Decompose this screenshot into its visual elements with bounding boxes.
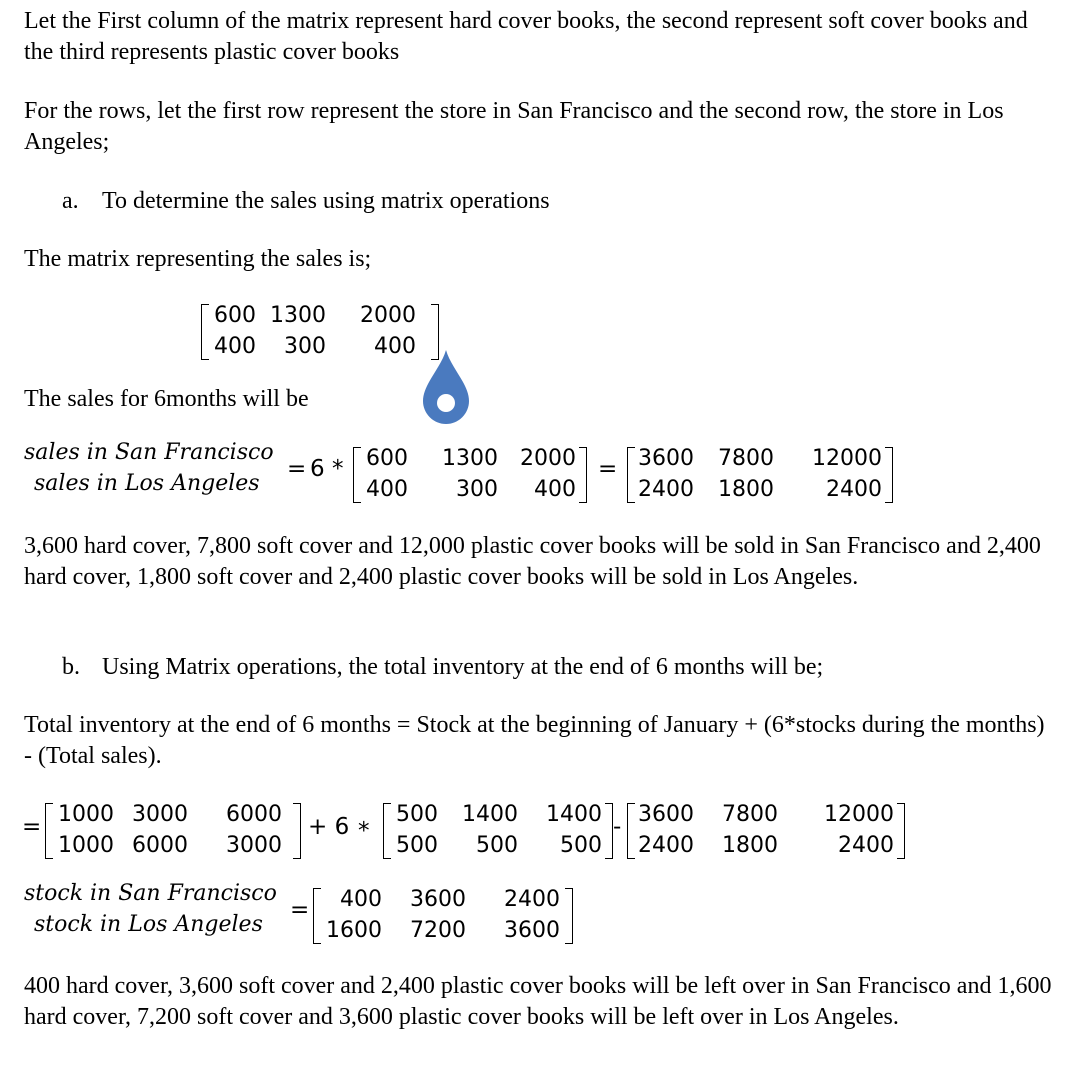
matrix-right-bracket — [897, 803, 905, 859]
part-b-heading-text: Using Matrix operations, the total inventory at the end of 6 months will be; — [102, 654, 824, 680]
matrix-cell: 3000 — [132, 802, 188, 827]
sales-matrix — [200, 300, 440, 362]
matrix-right-bracket — [885, 447, 893, 503]
matrix-cell: 2000 — [520, 446, 576, 471]
sales-conclusion: 3,600 hard cover, 7,800 soft cover and 12,000 plastic cover books will be sold in San Francisco and 2,400 hard cover, 1,800 soft cover and 2,400 plastic cover books will be sold in Los Angeles. — [24, 533, 1041, 590]
inventory-conclusion: 400 hard cover, 3,600 soft cover and 2,400 plastic cover books will be left over in San Francisco and 1,600 hard cover, 7,200 soft cover and 3,600 plastic cover books will be left over in Los Angeles. — [24, 973, 1052, 1030]
matrix-cell: 2400 — [826, 477, 882, 502]
matrix-cell: 1300 — [442, 446, 498, 471]
matrix-left-bracket — [627, 803, 635, 859]
beginning-stock-matrix — [44, 799, 302, 861]
matrix-cell: 2400 — [838, 833, 894, 858]
matrix-cell: 1000 — [58, 802, 114, 827]
sales-equals: = — [287, 456, 307, 482]
matrix-left-bracket — [383, 803, 391, 859]
matrix-cell: 300 — [284, 334, 326, 359]
matrix-cell: 1400 — [546, 802, 602, 827]
matrix-cell: 500 — [396, 802, 438, 827]
matrix-cell: 3000 — [226, 833, 282, 858]
sales-result-equals: = — [598, 456, 618, 482]
matrix-cell: 7200 — [410, 918, 466, 943]
intro-columns: Let the First column of the matrix represent hard cover books, the second represent soft cover books and the third represents plastic cover books — [24, 8, 1028, 65]
part-b-marker: b. — [62, 654, 80, 680]
sales-result-matrix — [626, 443, 894, 505]
matrix-cell: 3600 — [504, 918, 560, 943]
matrix-cell: 400 — [214, 334, 256, 359]
matrix-cell: 600 — [366, 446, 408, 471]
stock-label-la: stock in Los Angeles — [34, 912, 263, 937]
matrix-cell: 400 — [534, 477, 576, 502]
part-a-heading-text: To determine the sales using matrix operations — [102, 188, 550, 214]
inventory-equals: = — [22, 814, 42, 840]
matrix-cell: 2400 — [638, 833, 694, 858]
matrix-cell: 2400 — [504, 887, 560, 912]
matrix-cell: 7800 — [718, 446, 774, 471]
matrix-cell: 12000 — [812, 446, 882, 471]
matrix-cell: 600 — [214, 303, 256, 328]
sales-label-sf: sales in San Francisco — [24, 440, 274, 465]
matrix-right-bracket — [293, 803, 301, 859]
monthly-stock-matrix — [382, 799, 614, 861]
sales-matrix-left-bracket — [201, 304, 209, 360]
matrix-cell: 500 — [396, 833, 438, 858]
sales-multiplier: 6 * — [310, 456, 344, 482]
inventory-formula: Total inventory at the end of 6 months = Stock at the beginning of January + (6*stocks during the months) - (Total sales). — [24, 712, 1045, 769]
matrix-cell: 1800 — [722, 833, 778, 858]
matrix-cell: 1400 — [462, 802, 518, 827]
matrix-cell: 7800 — [722, 802, 778, 827]
matrix-cell: 1000 — [58, 833, 114, 858]
sales-label-la: sales in Los Angeles — [34, 471, 260, 496]
matrix-cell: 500 — [560, 833, 602, 858]
six-month-text: The sales for 6months will be — [24, 386, 309, 412]
matrix-cell: 300 — [456, 477, 498, 502]
matrix-cell: 400 — [340, 887, 382, 912]
part-a-marker: a. — [62, 188, 79, 214]
matrix-cell: 6000 — [226, 802, 282, 827]
stock-equals: = — [290, 897, 310, 923]
matrix-cell: 6000 — [132, 833, 188, 858]
matrix-left-bracket — [627, 447, 635, 503]
part-b-heading — [62, 652, 823, 683]
matrix-cell: 1600 — [326, 918, 382, 943]
stock-label-sf: stock in San Francisco — [24, 881, 277, 906]
matrix-left-bracket — [353, 447, 361, 503]
matrix-cell: 3600 — [410, 887, 466, 912]
matrix-left-bracket — [313, 888, 321, 944]
stock-result-matrix — [312, 884, 574, 946]
matrix-cell: 500 — [476, 833, 518, 858]
total-sales-matrix — [626, 799, 906, 861]
matrix-cell: 1800 — [718, 477, 774, 502]
intro-rows: For the rows, let the first row represent the store in San Francisco and the second row, the store in Los Angeles; — [24, 98, 1004, 155]
part-a-heading — [62, 186, 550, 217]
matrix-cell: 12000 — [824, 802, 894, 827]
matrix-cell: 1300 — [270, 303, 326, 328]
matrix-left-bracket — [45, 803, 53, 859]
inventory-minus: - — [613, 814, 622, 840]
matrix-right-bracket — [579, 447, 587, 503]
sales-matrix-times-six — [352, 443, 588, 505]
matrix-cell: 3600 — [638, 802, 694, 827]
matrix-cell: 3600 — [638, 446, 694, 471]
matrix-right-bracket — [565, 888, 573, 944]
matrix-right-bracket — [605, 803, 613, 859]
matrix-cell: 400 — [374, 334, 416, 359]
inventory-times: * — [358, 818, 370, 844]
matrix-intro: The matrix representing the sales is; — [24, 246, 372, 272]
matrix-cell: 400 — [366, 477, 408, 502]
matrix-cell: 2000 — [360, 303, 416, 328]
matrix-cell: 2400 — [638, 477, 694, 502]
inventory-plus-six: + 6 — [308, 814, 350, 840]
drop-cursor-icon — [421, 348, 471, 426]
